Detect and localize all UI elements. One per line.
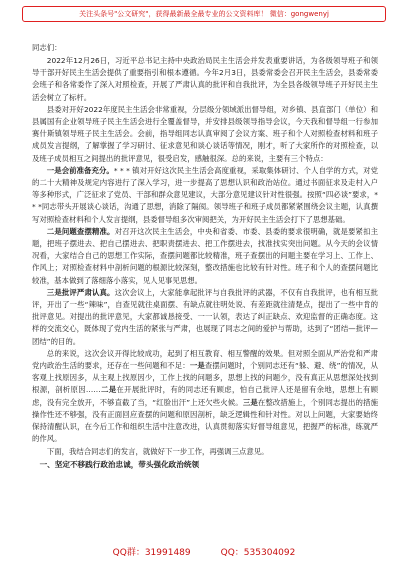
paragraph-lead: 一是 bbox=[189, 361, 205, 371]
paragraph-text: 查摆问题时，个别同志还有“躲、避、绕”的情况，从客观上找原因多，从主观上找原因少，工作上找的问题多，思想上找的问题少，没有真正从思想深处找到根源，剖析原因…… bbox=[32, 361, 378, 395]
salutation: 同志们： bbox=[32, 43, 62, 52]
section-title: 一、坚定不移践行政治忠诚，带头强化政治统领 bbox=[39, 459, 200, 469]
paragraph bbox=[32, 287, 378, 348]
paragraph bbox=[32, 446, 378, 458]
paragraph-text: 下面，我结合同志们的发言，就做好下一步工作，再强调三点意见。 bbox=[46, 446, 269, 456]
paragraph-lead: 三是 bbox=[242, 397, 258, 407]
header-banner-text: 关注头条号"公文研究"，获得最新最全最专业的公文资料库！ 微信：gongwenyj bbox=[79, 10, 329, 18]
paragraph-lead: 二是问题查摆精准。 bbox=[46, 226, 115, 236]
paragraph-text: 县委对开好2022年度民主生活会非常重视，分层级分领域派出督导组，对乡镇、县直部门（单位）和县属国有企业领导班子民主生活会进行全覆盖督导，并安排县级领导指导会议，今天我和督导组一行参加赛什斯镇领导班子民主生活会。会前，指导组同志认真审阅了会议方案、班子和个人对照检查材料和班子成员发言提纲，了解掌握了学习研讨、征求意见和谈心谈话等情况，刚才，听了大家所作的对照检查，以及班子成员相互之间提出的批评意见，很受启发，感触很深。总的来说，主要有三个特点： bbox=[32, 104, 378, 163]
paragraph-text: 对召开这次民主生活会，中央和省委、市委、县委的要求很明确，就是要紧扣主题，把班子摆进去、把自己摆进去、把职责摆进去、把工作摆进去，找准找实突出问题。从今天的会议情况看，大家结合自己的思想工作实际，查摆问题都比较精准，班子查摆出的问题主要在学习上、工作上、作风上；对照检查材料中剖析问题的根源比较深刻，整改措施也比较有针对性。班子和个人的查摆问题比较准，基本做到了落细落小落实，见人见事见思想。 bbox=[32, 226, 378, 285]
paragraph-lead: 一是会前准备充分。 bbox=[46, 165, 114, 175]
footer bbox=[0, 545, 408, 561]
paragraph bbox=[32, 165, 378, 226]
paragraph bbox=[32, 348, 378, 446]
header-banner bbox=[22, 6, 386, 22]
paragraph-text: 这次会议上，大家能拿起批评与自我批评的武器，不仅有自我批评，也有相互批评，开出了一些“辣味”，自查见就往桌面摆、有缺点就往明处说、有差距就往清楚点，提出了一些中肯的批评意见。对提出的批评意见，大家都诚恳接受、一一认领，表达了纠正缺点、欢迎监督的正确态度。这样的交流交心，既体现了党内生活的紧张与严肃，也展现了同志之间的爱护与帮助，达到了“团结—批评—团结”的目的。 bbox=[32, 287, 378, 346]
footer-qq: QQ：535304092 bbox=[220, 548, 296, 558]
paragraph bbox=[32, 104, 378, 165]
paragraph bbox=[32, 226, 378, 287]
paragraph-text: 在开展批评时，有的同志还有顾虑，怕自己批评人还是留有余地，思想上有顾虑，没有完全放开，不够直截了当，“红脸出汗”上还欠些火候。 bbox=[32, 385, 378, 407]
paragraph-lead: 三是批评严肃认真。 bbox=[46, 287, 115, 297]
paragraph-text: 2022年12月26日，习近平总书记主持中央政治局民主生活会并发表重要讲话，为各级领导班子和领导干部开好民主生活会提供了重要指引和根本遵循。今年2月3日，县委常委会召开民主生活会，县委常委会班子和各常委作了深入对照检查，开展了严肃认真的批评和自我批评，为全县各级领导班子开好民主生活会树立了标杆。 bbox=[32, 56, 378, 102]
document-body bbox=[32, 55, 378, 458]
document-page bbox=[32, 42, 378, 528]
paragraph bbox=[32, 55, 378, 104]
paragraph-text: * * * 镇对开好这次民主生活会高度重视，采取集体研讨、个人自学的方式，对党的二十大精神及规定内容进行了深入学习，进一步提高了思想认识和政治站位。通过书面征求及走村入户等多种形式，广泛征求了党员、干部和群众意见建议，大部分意见建议针对性很强。按照“四必谈”要求，* * *同志带头开展谈心谈话，沟通了思想，消除了隔阂。领导班子和班子成员都紧紧围绕会议主题，认真撰写对照检查材料和个人发言提纲，县委督导组多次审阅把关，为开好民主生活会打下了思想基础。 bbox=[32, 165, 378, 224]
paragraph-lead: 二是 bbox=[100, 385, 117, 395]
paragraph-text: 总的来说，这次会议开得比较成功，起到了相互教育、相互警醒的效果。但对照全面从严治党和严肃党内政治生活的要求，还存在一些问题和不足： bbox=[32, 348, 378, 371]
footer-qq-group: QQ群：31991489 bbox=[112, 548, 191, 558]
paragraph-text: 在整改措施上，个别同志提出的措施操作性还不够强，没有正面回应查摆的问题和原因剖析，缺乏逻辑性和针对性。对以上问题，大家要始终保持清醒认识，在今后工作和组织生活中注意改进，认真贯彻落实好督导组意见，把握严的标准，练就严的作风。 bbox=[32, 397, 378, 444]
